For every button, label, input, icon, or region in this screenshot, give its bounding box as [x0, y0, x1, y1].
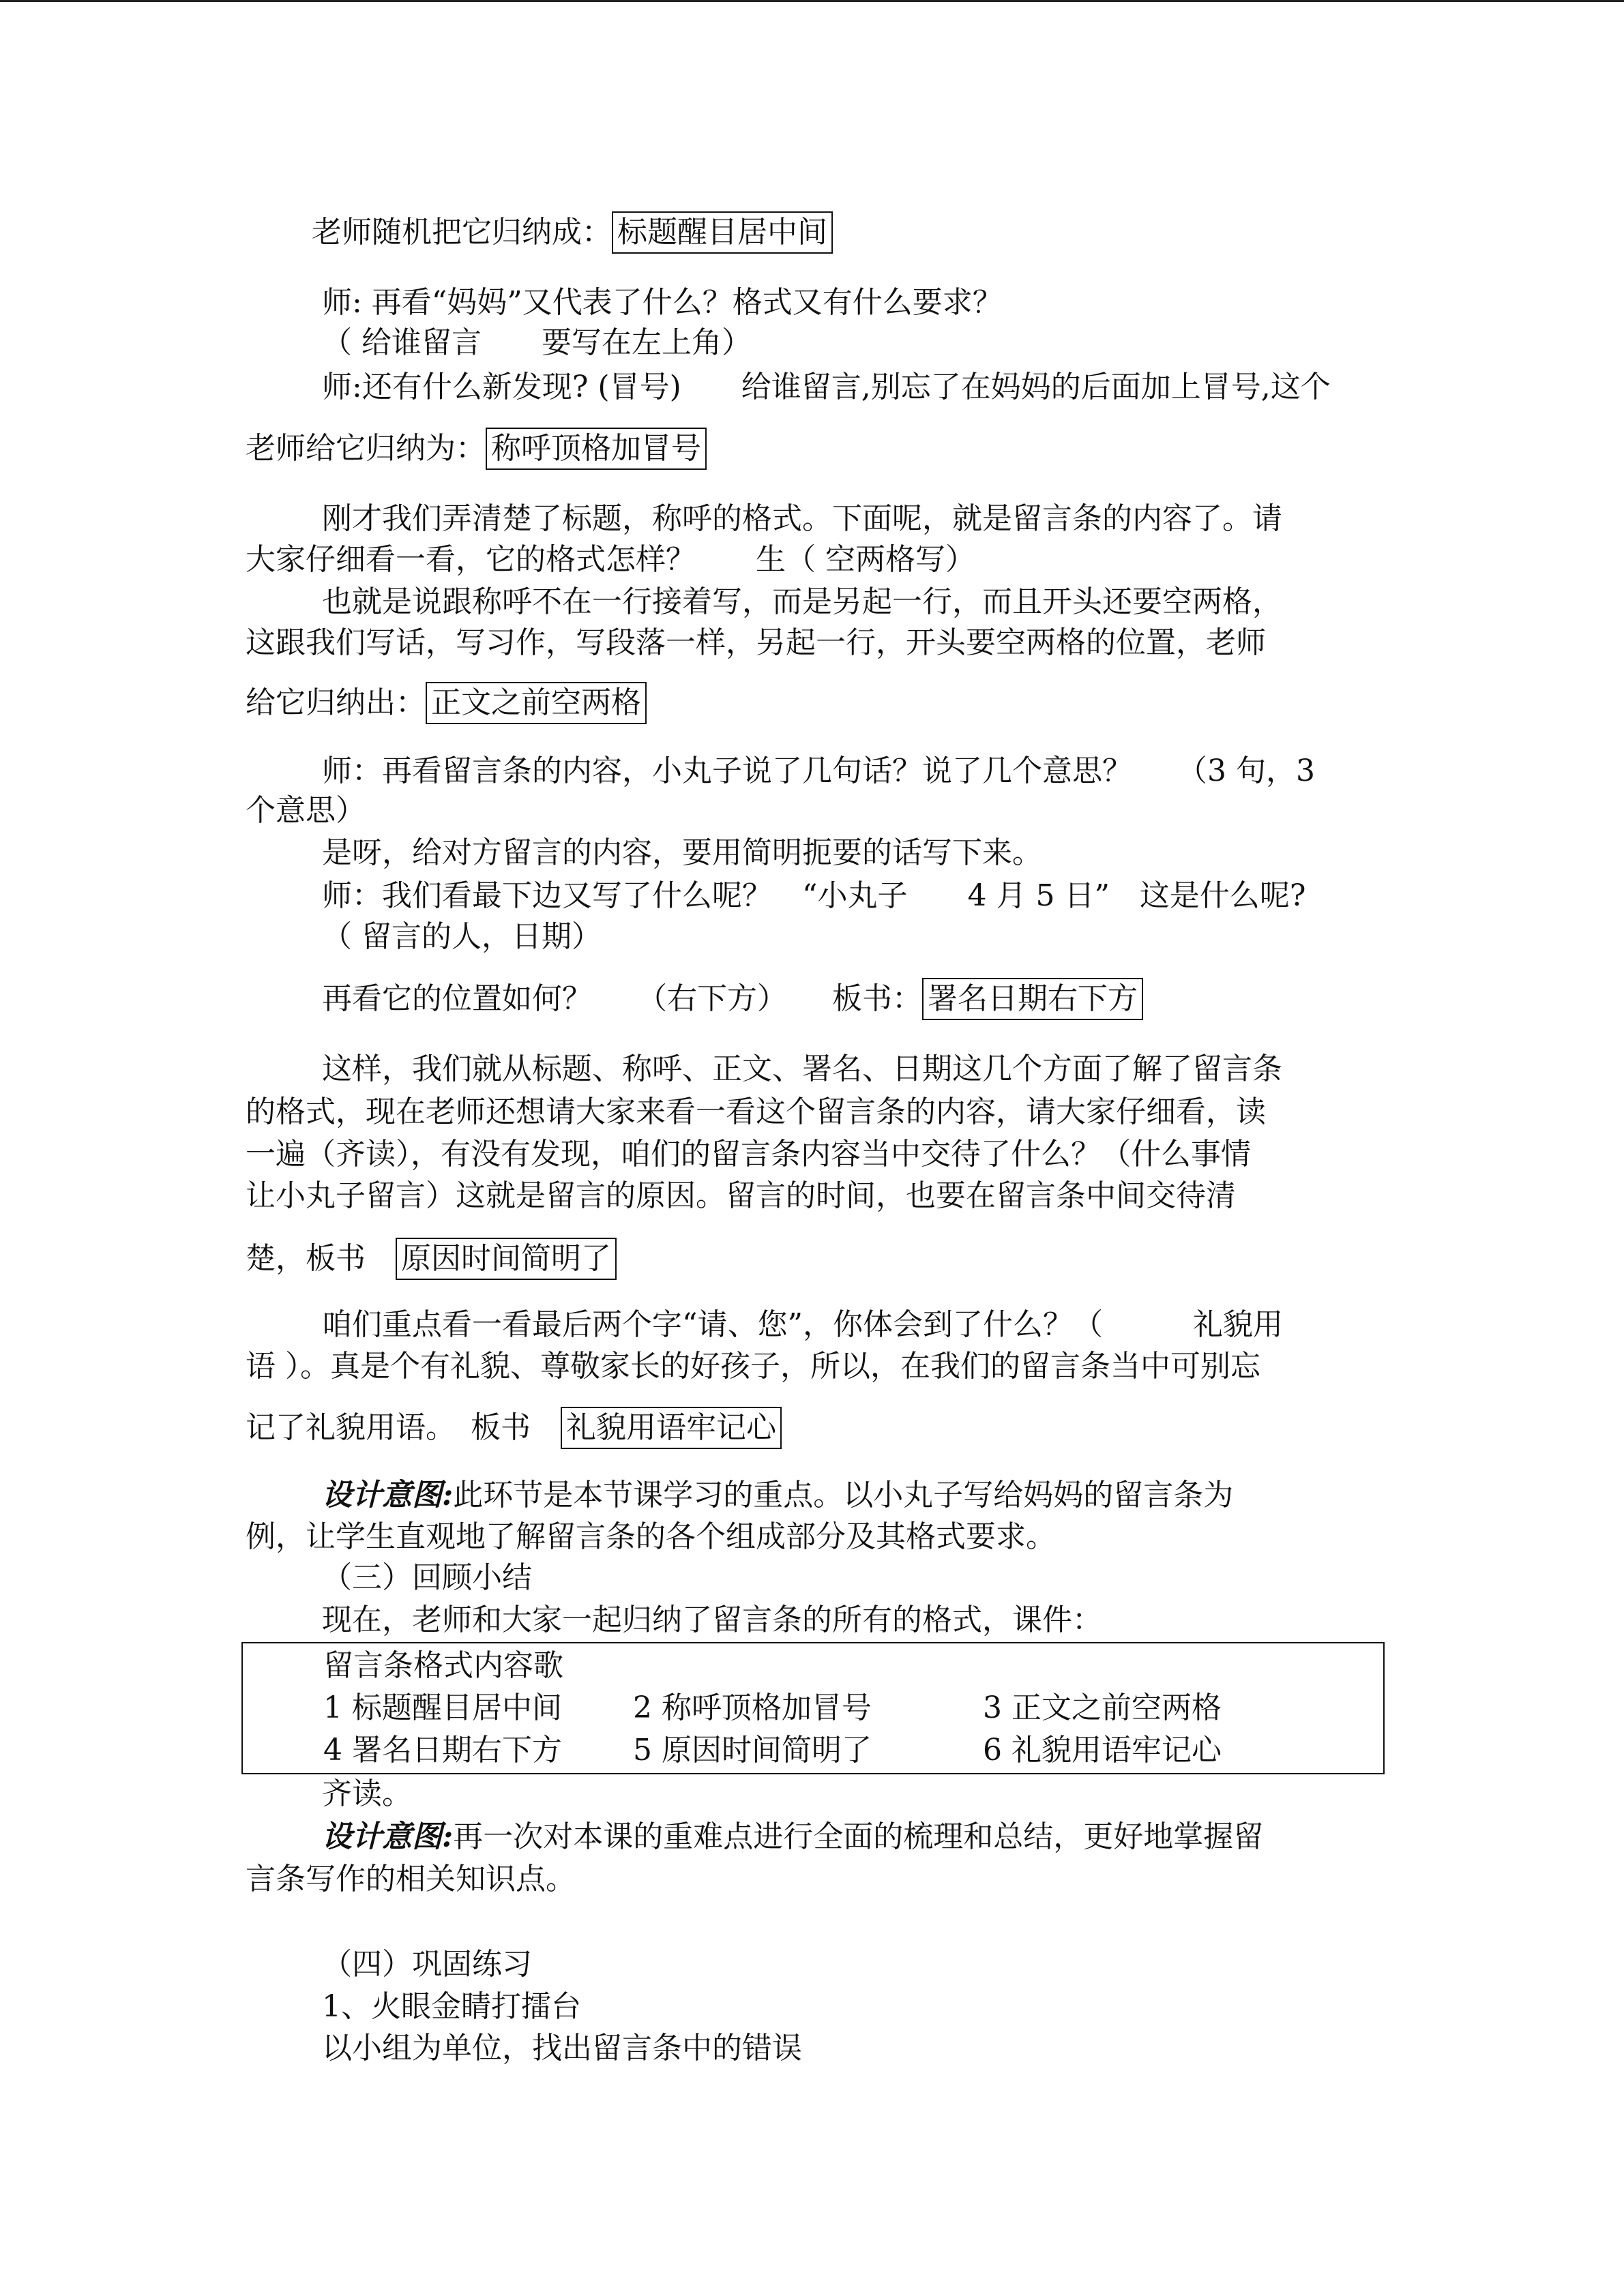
paragraph-line [322, 1816, 1263, 1858]
boxed-summary: 称呼顶格加冒号 [486, 428, 707, 470]
top-border-line [0, 0, 1624, 2]
paragraph-line: 这样，我们就从标题、称呼、正文、署名、日期这几个方面了解了留言条 [322, 1052, 1282, 1086]
text: 楚，板书 [246, 1241, 396, 1276]
paragraph-line: 现在，老师和大家一起归纳了留言条的所有的格式，课件： [322, 1602, 1102, 1637]
paragraph-line: 言条写作的相关知识点。 [246, 1862, 576, 1896]
song-item: 5 原因时间简明了 [633, 1733, 872, 1768]
text: 老师随机把它归纳成： [312, 215, 612, 250]
paragraph-line: 以小组为单位，找出留言条中的错误 [322, 2031, 802, 2066]
text: 再看它的位置如何？ （右下方） 板书： [322, 981, 922, 1016]
boxed-summary: 原因时间简明了 [396, 1238, 617, 1280]
paragraph-line: 让小丸子留言）这就是留言的原因。留言的时间，也要在留言条中间交待清 [246, 1178, 1236, 1213]
boxed-summary: 礼貌用语牢记心 [561, 1407, 782, 1449]
song-item: 1 标题醒目居中间 [323, 1690, 562, 1725]
paragraph-line: （ 留言的人，日期） [322, 919, 602, 954]
section-heading: （三）回顾小结 [322, 1560, 532, 1595]
paragraph-line: 齐读。 [322, 1776, 412, 1811]
paragraph-line: 的格式，现在老师还想请大家来看一看这个留言条的内容，请大家仔细看，读 [246, 1094, 1266, 1129]
format-song-box [241, 1642, 1385, 1774]
paragraph-line [246, 682, 647, 724]
text: 给它归纳出： [246, 685, 426, 720]
paragraph-line: 刚才我们弄清楚了标题，称呼的格式。下面呢，就是留言条的内容了。请 [322, 501, 1282, 536]
section-heading: （四）巩固练习 [322, 1947, 532, 1982]
boxed-summary: 标题醒目居中间 [612, 211, 833, 254]
song-item: 3 正文之前空两格 [983, 1690, 1222, 1725]
paragraph-line: 例，让学生直观地了解留言条的各个组成部分及其格式要求。 [246, 1519, 1056, 1554]
paragraph-line [246, 1407, 782, 1449]
paragraph-line: 师: 再看“妈妈”又代表了什么？格式又有什么要求？ [322, 285, 1003, 320]
paragraph-line [322, 1474, 1233, 1517]
paragraph-line: 一遍（齐读），有没有发现，咱们的留言条内容当中交待了什么？（什么事情 [246, 1137, 1251, 1172]
boxed-summary: 正文之前空两格 [426, 682, 647, 724]
paragraph-line: 师：再看留言条的内容，小丸子说了几句话？说了几个意思？ （3 句，3 [322, 754, 1315, 788]
paragraph-line: 咱们重点看一看最后两个字“请、您”，你体会到了什么？（ 礼貌用 [322, 1307, 1283, 1342]
paragraph-line: 大家仔细看一看，它的格式怎样？ 生（ 空两格写） [246, 542, 975, 577]
song-item: 6 礼貌用语牢记心 [983, 1733, 1222, 1768]
paragraph-line: 个意思） [246, 793, 366, 828]
paragraph-line: （ 给谁留言 要写在左上角） [322, 325, 752, 360]
text: 老师给它归纳为： [246, 431, 486, 466]
paragraph-line [246, 428, 707, 470]
song-item: 2 称呼顶格加冒号 [633, 1690, 872, 1725]
paragraph-line: 这跟我们写话，写习作，写段落一样，另起一行，开头要空两格的位置，老师 [246, 625, 1266, 660]
song-item: 4 署名日期右下方 [323, 1733, 562, 1768]
song-title: 留言条格式内容歌 [323, 1648, 563, 1683]
text: 此环节是本节课学习的重点。以小丸子写给妈妈的留言条为 [453, 1478, 1234, 1512]
text: 再一次对本课的重难点进行全面的梳理和总结，更好地掌握留 [453, 1819, 1264, 1854]
paragraph-line: 也就是说跟称呼不在一行接着写，而是另起一行，而且开头还要空两格， [322, 584, 1282, 619]
paragraph-line: 师:还有什么新发现? (冒号) 给谁留言,别忘了在妈妈的后面加上冒号,这个 [322, 370, 1331, 404]
paragraph-line: 1、火眼金睛打擂台 [322, 1989, 581, 2024]
paragraph-line: 语 ）。真是个有礼貌、尊敬家长的好孩子，所以，在我们的留言条当中可别忘 [246, 1349, 1260, 1384]
paragraph-line: 是呀，给对方留言的内容，要用简明扼要的话写下来。 [322, 835, 1042, 870]
paragraph-line: 师：我们看最下边又写了什么呢？ “小丸子 4 月 5 日” 这是什么呢? [322, 878, 1306, 913]
paragraph-line [312, 211, 833, 254]
design-intent-label: 设计意图: [322, 1819, 454, 1854]
design-intent-label: 设计意图: [322, 1478, 454, 1512]
paragraph-line [246, 1238, 617, 1280]
boxed-summary: 署名日期右下方 [922, 978, 1143, 1020]
paragraph-line [322, 978, 1143, 1020]
text: 记了礼貌用语。 板书 [246, 1410, 561, 1445]
